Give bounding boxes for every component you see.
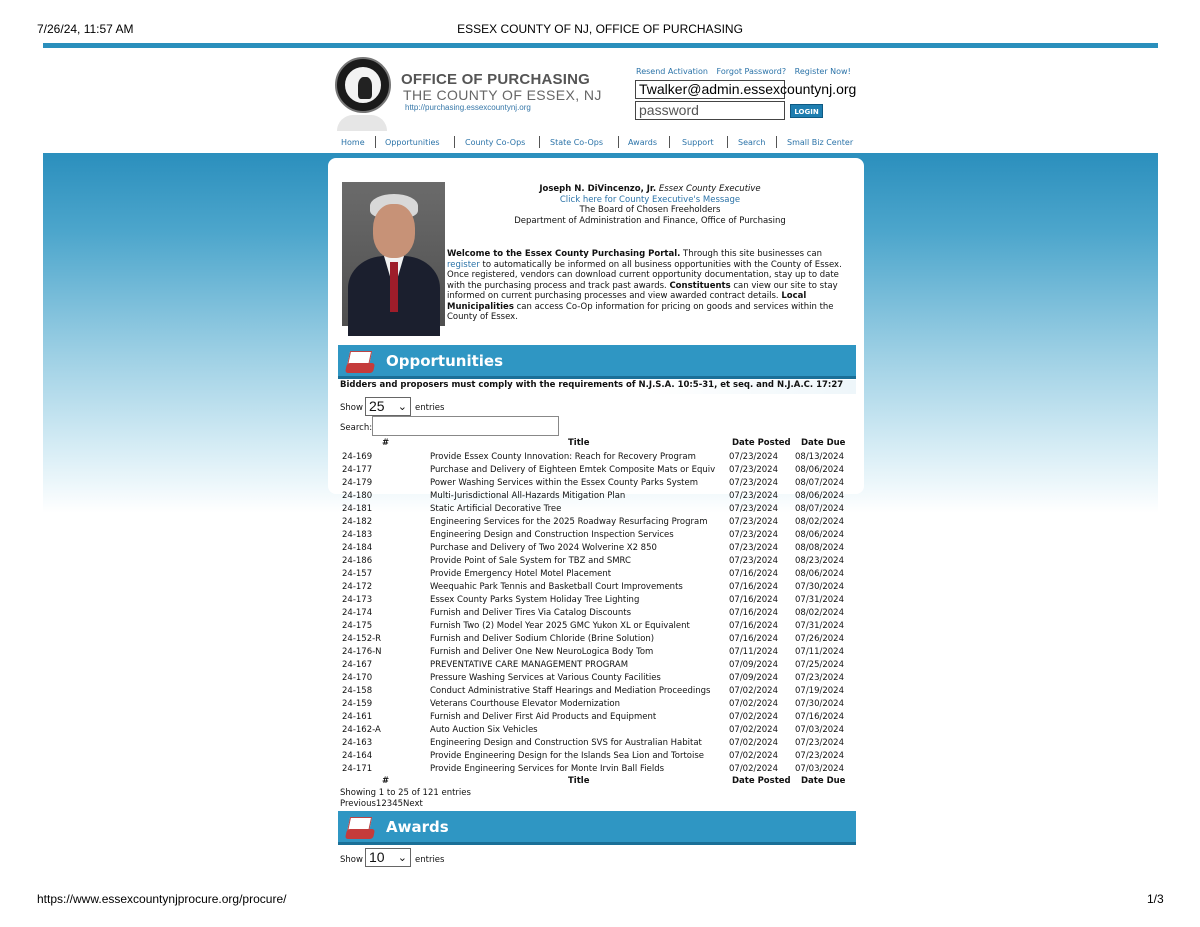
date-due: 07/16/2024: [795, 712, 844, 722]
executive-message-link[interactable]: Click here for County Executive's Message: [559, 194, 741, 205]
opportunity-number: 24-177: [342, 465, 373, 475]
nav-separator: [776, 136, 777, 148]
opportunity-number: 24-163: [342, 738, 373, 748]
date-posted: 07/16/2024: [729, 621, 778, 631]
opportunity-number: 24-162-A: [342, 725, 381, 735]
pagination: [340, 799, 423, 809]
opportunity-title[interactable]: PREVENTATIVE CARE MANAGEMENT PROGRAM: [430, 660, 629, 670]
print-header: [0, 0, 1200, 44]
date-posted: 07/02/2024: [729, 699, 778, 709]
opportunity-title[interactable]: Provide Engineering Design for the Islands Sea Lion and Tortoise: [430, 751, 705, 761]
opportunity-title[interactable]: Conduct Administrative Staff Hearings and Mediation Proceedings: [430, 686, 711, 696]
date-posted: 07/02/2024: [729, 751, 778, 761]
main-nav: [336, 136, 864, 150]
freeholders-line: The Board of Chosen Freeholders: [579, 205, 721, 215]
nav-awards[interactable]: Awards: [628, 138, 657, 147]
table-row[interactable]: [340, 673, 856, 686]
opportunity-title[interactable]: Furnish and Deliver One New NeuroLogica Body Tom: [430, 647, 654, 657]
opportunity-title[interactable]: Purchase and Delivery of Two 2024 Wolverine X2 850: [430, 543, 657, 553]
table-row[interactable]: [340, 556, 856, 569]
table-row[interactable]: [340, 582, 856, 595]
column-number[interactable]: #: [382, 438, 390, 448]
opportunity-title[interactable]: Static Artificial Decorative Tree: [430, 504, 562, 514]
opportunity-number: 24-159: [342, 699, 373, 709]
awards-show-label: Show: [340, 855, 363, 865]
print-url: https://www.essexcountynjprocure.org/procure/: [37, 892, 287, 906]
date-due: 08/06/2024: [795, 569, 844, 579]
date-due: 07/11/2024: [795, 647, 844, 657]
print-title: ESSEX COUNTY OF NJ, OFFICE OF PURCHASING: [457, 22, 743, 36]
date-due: 07/31/2024: [795, 595, 844, 605]
date-due: 08/13/2024: [795, 452, 844, 462]
nav-separator: [727, 136, 728, 148]
opportunity-number: 24-180: [342, 491, 373, 501]
table-row[interactable]: [340, 738, 856, 751]
register-link[interactable]: Register Now!: [794, 67, 851, 76]
date-posted: 07/02/2024: [729, 712, 778, 722]
table-row[interactable]: [340, 621, 856, 634]
welcome-text-part: Through this site businesses can: [680, 249, 822, 259]
date-due: 07/19/2024: [795, 686, 844, 696]
office-title: OFFICE OF PURCHASING: [401, 71, 591, 88]
date-due: 08/06/2024: [795, 465, 844, 475]
executive-name: Joseph N. DiVincenzo, Jr.: [539, 184, 657, 194]
date-due: 08/06/2024: [795, 491, 844, 501]
date-due: 08/23/2024: [795, 556, 844, 566]
date-posted: 07/02/2024: [729, 764, 778, 774]
nav-small-biz-center[interactable]: Small Biz Center: [787, 138, 854, 147]
date-posted: 07/16/2024: [729, 582, 778, 592]
constituents-label: Constituents: [669, 280, 731, 291]
opportunity-title[interactable]: Furnish and Deliver Sodium Chloride (Brine Solution): [430, 634, 655, 644]
column-title: Title: [568, 776, 590, 786]
opportunity-number: 24-173: [342, 595, 373, 605]
welcome-text: [447, 249, 857, 323]
opportunity-number: 24-179: [342, 478, 373, 488]
opportunity-title[interactable]: Power Washing Services within the Essex County Parks System: [430, 478, 699, 488]
opportunity-title[interactable]: Essex County Parks System Holiday Tree Lighting: [430, 595, 640, 605]
opportunity-title[interactable]: Pressure Washing Services at Various County Facilities: [430, 673, 661, 683]
date-due: 07/30/2024: [795, 699, 844, 709]
column-date-due: Date Due: [801, 776, 846, 786]
column-date-posted[interactable]: Date Posted: [732, 438, 791, 448]
opportunity-number: 24-186: [342, 556, 373, 566]
register-inline-link[interactable]: register: [447, 259, 480, 270]
date-due: 07/26/2024: [795, 634, 844, 644]
awards-page-size-value: 10: [369, 849, 385, 865]
opportunity-number: 24-183: [342, 530, 373, 540]
opportunity-title[interactable]: Weequahic Park Tennis and Basketball Court Improvements: [430, 582, 683, 592]
table-row[interactable]: [340, 725, 856, 738]
date-due: 07/23/2024: [795, 738, 844, 748]
executive-photo: [342, 182, 445, 326]
opportunity-title[interactable]: Provide Essex County Innovation: Reach for Recovery Program: [430, 452, 696, 462]
date-posted: 07/23/2024: [729, 530, 778, 540]
date-posted: 07/02/2024: [729, 725, 778, 735]
municipalities-label: Local Municipalities: [447, 291, 807, 312]
department-line: Department of Administration and Finance, Office of Purchasing: [514, 215, 786, 226]
county-seal-logo[interactable]: [335, 57, 391, 113]
date-posted: 07/09/2024: [729, 660, 778, 670]
table-header: [340, 438, 856, 450]
opportunity-number: 24-184: [342, 543, 373, 553]
opportunity-title[interactable]: Engineering Services for the 2025 Roadway Resurfacing Program: [430, 517, 708, 527]
table-row[interactable]: [340, 491, 856, 504]
password-input[interactable]: password: [635, 101, 785, 120]
date-posted: 07/16/2024: [729, 634, 778, 644]
seal-reflection: [337, 115, 387, 131]
pager-previous[interactable]: Previous: [340, 799, 376, 809]
date-due: 07/03/2024: [795, 764, 844, 774]
date-posted: 07/23/2024: [729, 556, 778, 566]
table-footer: [340, 776, 856, 788]
nav-support[interactable]: Support: [682, 138, 714, 147]
opportunities-table: [340, 452, 856, 777]
date-posted: 07/11/2024: [729, 647, 778, 657]
date-posted: 07/23/2024: [729, 504, 778, 514]
welcome-text-part: can access Co-Op information for pricing on goods and services within the County of Essex.: [447, 301, 834, 322]
table-row[interactable]: [340, 569, 856, 582]
search-label: Search:: [340, 423, 373, 433]
nav-home[interactable]: Home: [341, 138, 365, 147]
nav-separator: [618, 136, 619, 148]
opportunity-number: 24-170: [342, 673, 373, 683]
date-posted: 07/23/2024: [729, 517, 778, 527]
opportunity-number: 24-167: [342, 660, 373, 670]
opportunity-title[interactable]: Furnish Two (2) Model Year 2025 GMC Yukon XL or Equivalent: [430, 621, 690, 631]
date-posted: 07/16/2024: [729, 569, 778, 579]
table-row[interactable]: [340, 530, 856, 543]
date-posted: 07/09/2024: [729, 673, 778, 683]
date-due: 08/02/2024: [795, 608, 844, 618]
opportunity-title[interactable]: Purchase and Delivery of Eighteen Emtek Composite Mats or Equiv: [430, 465, 716, 475]
opportunity-title[interactable]: Veterans Courthouse Elevator Modernization: [430, 699, 620, 709]
login-button[interactable]: LOGIN: [790, 104, 823, 118]
pager-page[interactable]: 4: [392, 799, 398, 809]
date-posted: 07/23/2024: [729, 452, 778, 462]
opportunity-number: 24-161: [342, 712, 373, 722]
chevron-down-icon: ⌄: [397, 852, 407, 864]
welcome-text-part: can view our site to stay informed on current purchasing processes and view awarded contract details.: [447, 280, 838, 301]
table-row[interactable]: [340, 634, 856, 647]
table-row[interactable]: [340, 751, 856, 764]
opportunity-title[interactable]: Multi-Jurisdictional All-Hazards Mitigation Plan: [430, 491, 626, 501]
opportunity-title[interactable]: Provide Engineering Services for Monte Irvin Ball Fields: [430, 764, 665, 774]
email-input[interactable]: Twalker@admin.essexcountynj.org: [635, 80, 785, 99]
print-page-number: 1/3: [1147, 892, 1164, 906]
book-icon: [344, 815, 376, 841]
print-datetime: 7/26/24, 11:57 AM: [37, 22, 134, 36]
table-row[interactable]: [340, 517, 856, 530]
date-posted: 07/02/2024: [729, 686, 778, 696]
date-due: 07/03/2024: [795, 725, 844, 735]
nav-separator: [454, 136, 455, 148]
opportunities-heading: Opportunities: [386, 352, 504, 370]
awards-entries-label: entries: [415, 855, 445, 865]
date-due: 08/06/2024: [795, 530, 844, 540]
opportunity-number: 24-175: [342, 621, 373, 631]
table-row[interactable]: [340, 478, 856, 491]
nav-separator: [375, 136, 376, 148]
pager-page[interactable]: 2: [381, 799, 387, 809]
opportunity-title[interactable]: Furnish and Deliver First Aid Products and Equipment: [430, 712, 657, 722]
column-date-posted: Date Posted: [732, 776, 791, 786]
nav-opportunities[interactable]: Opportunities: [385, 138, 440, 147]
forgot-password-link[interactable]: Forgot Password?: [716, 67, 787, 76]
date-posted: 07/23/2024: [729, 543, 778, 553]
compliance-notice: Bidders and proposers must comply with the requirements of N.J.S.A. 10:5-31, et seq. and N.J.A.C. 17:27: [338, 380, 856, 394]
table-row[interactable]: [340, 504, 856, 517]
page-size-select[interactable]: [365, 397, 411, 416]
opportunity-number: 24-182: [342, 517, 373, 527]
chevron-down-icon: ⌄: [397, 401, 407, 413]
table-row[interactable]: [340, 452, 856, 465]
column-date-due[interactable]: Date Due: [801, 438, 846, 448]
opportunity-title[interactable]: Engineering Design and Construction Inspection Services: [430, 530, 674, 540]
book-icon: [344, 349, 376, 375]
opportunity-number: 24-158: [342, 686, 373, 696]
table-row[interactable]: [340, 465, 856, 478]
table-row[interactable]: [340, 712, 856, 725]
date-due: 08/02/2024: [795, 517, 844, 527]
awards-banner: [338, 811, 856, 845]
pager-page[interactable]: 5: [397, 799, 404, 809]
page-size-value: 25: [369, 398, 385, 414]
date-posted: 07/23/2024: [729, 491, 778, 501]
table-row[interactable]: [340, 608, 856, 621]
table-row[interactable]: [340, 699, 856, 712]
resend-activation-link[interactable]: Resend Activation: [636, 67, 708, 76]
opportunity-title[interactable]: Provide Emergency Hotel Motel Placement: [430, 569, 612, 579]
top-accent-bar: [43, 43, 1158, 48]
date-due: 07/31/2024: [795, 621, 844, 631]
nav-county-coops[interactable]: County Co-Ops: [465, 138, 526, 147]
welcome-text-part: to automatically be informed on all business opportunities with the County of Essex. Once registered, vendors can download current opportunity documentation, stay up to date with the purchasing process and track past awards.: [447, 259, 842, 291]
executive-info: [450, 184, 850, 226]
table-row[interactable]: [340, 660, 856, 673]
opportunities-banner: [338, 345, 856, 379]
nav-separator: [669, 136, 670, 148]
opportunity-number: 24-169: [342, 452, 373, 462]
nav-separator: [539, 136, 540, 148]
pager-next[interactable]: Next: [403, 799, 423, 809]
site-url[interactable]: http://purchasing.essexcountynj.org: [405, 103, 531, 112]
county-name: THE COUNTY OF ESSEX, NJ: [403, 87, 602, 103]
table-row[interactable]: [340, 543, 856, 556]
date-posted: 07/16/2024: [729, 608, 778, 618]
date-due: 07/23/2024: [795, 751, 844, 761]
opportunity-number: 24-164: [342, 751, 373, 761]
nav-search[interactable]: Search: [738, 138, 766, 147]
date-due: 08/08/2024: [795, 543, 844, 553]
search-input[interactable]: [372, 416, 559, 436]
opportunity-title[interactable]: Provide Point of Sale System for TBZ and SMRC: [430, 556, 631, 566]
pager-page[interactable]: 3: [386, 799, 393, 809]
awards-heading: Awards: [386, 818, 449, 836]
welcome-heading: Welcome to the Essex County Purchasing Portal.: [447, 249, 681, 259]
opportunity-number: 24-176-N: [342, 647, 382, 657]
executive-role: Essex County Executive: [658, 184, 761, 194]
auth-links: [636, 67, 857, 76]
awards-page-size-select[interactable]: [365, 848, 411, 867]
table-row[interactable]: [340, 595, 856, 608]
column-title[interactable]: Title: [568, 438, 590, 448]
entries-label: entries: [415, 403, 445, 413]
nav-state-coops[interactable]: State Co-Ops: [550, 138, 603, 147]
opportunity-number: 24-157: [342, 569, 373, 579]
opportunity-title[interactable]: Auto Auction Six Vehicles: [430, 725, 538, 735]
column-number: #: [382, 776, 390, 786]
opportunity-title[interactable]: Engineering Design and Construction SVS for Australian Habitat: [430, 738, 702, 748]
show-label: Show: [340, 403, 363, 413]
date-due: 07/30/2024: [795, 582, 844, 592]
date-due: 07/23/2024: [795, 673, 844, 683]
date-posted: 07/23/2024: [729, 478, 778, 488]
table-info: Showing 1 to 25 of 121 entries: [340, 788, 471, 798]
table-row[interactable]: [340, 647, 856, 660]
table-row[interactable]: [340, 686, 856, 699]
opportunity-number: 24-174: [342, 608, 373, 618]
date-posted: 07/02/2024: [729, 738, 778, 748]
pager-page[interactable]: 1: [375, 799, 382, 809]
date-posted: 07/23/2024: [729, 465, 778, 475]
opportunity-number: 24-152-R: [342, 634, 382, 644]
opportunity-number: 24-171: [342, 764, 373, 774]
date-due: 08/07/2024: [795, 478, 844, 488]
opportunity-number: 24-172: [342, 582, 373, 592]
date-due: 08/07/2024: [795, 504, 844, 514]
date-due: 07/25/2024: [795, 660, 844, 670]
date-posted: 07/16/2024: [729, 595, 778, 605]
opportunity-title[interactable]: Furnish and Deliver Tires Via Catalog Discounts: [430, 608, 632, 618]
opportunity-number: 24-181: [342, 504, 373, 514]
